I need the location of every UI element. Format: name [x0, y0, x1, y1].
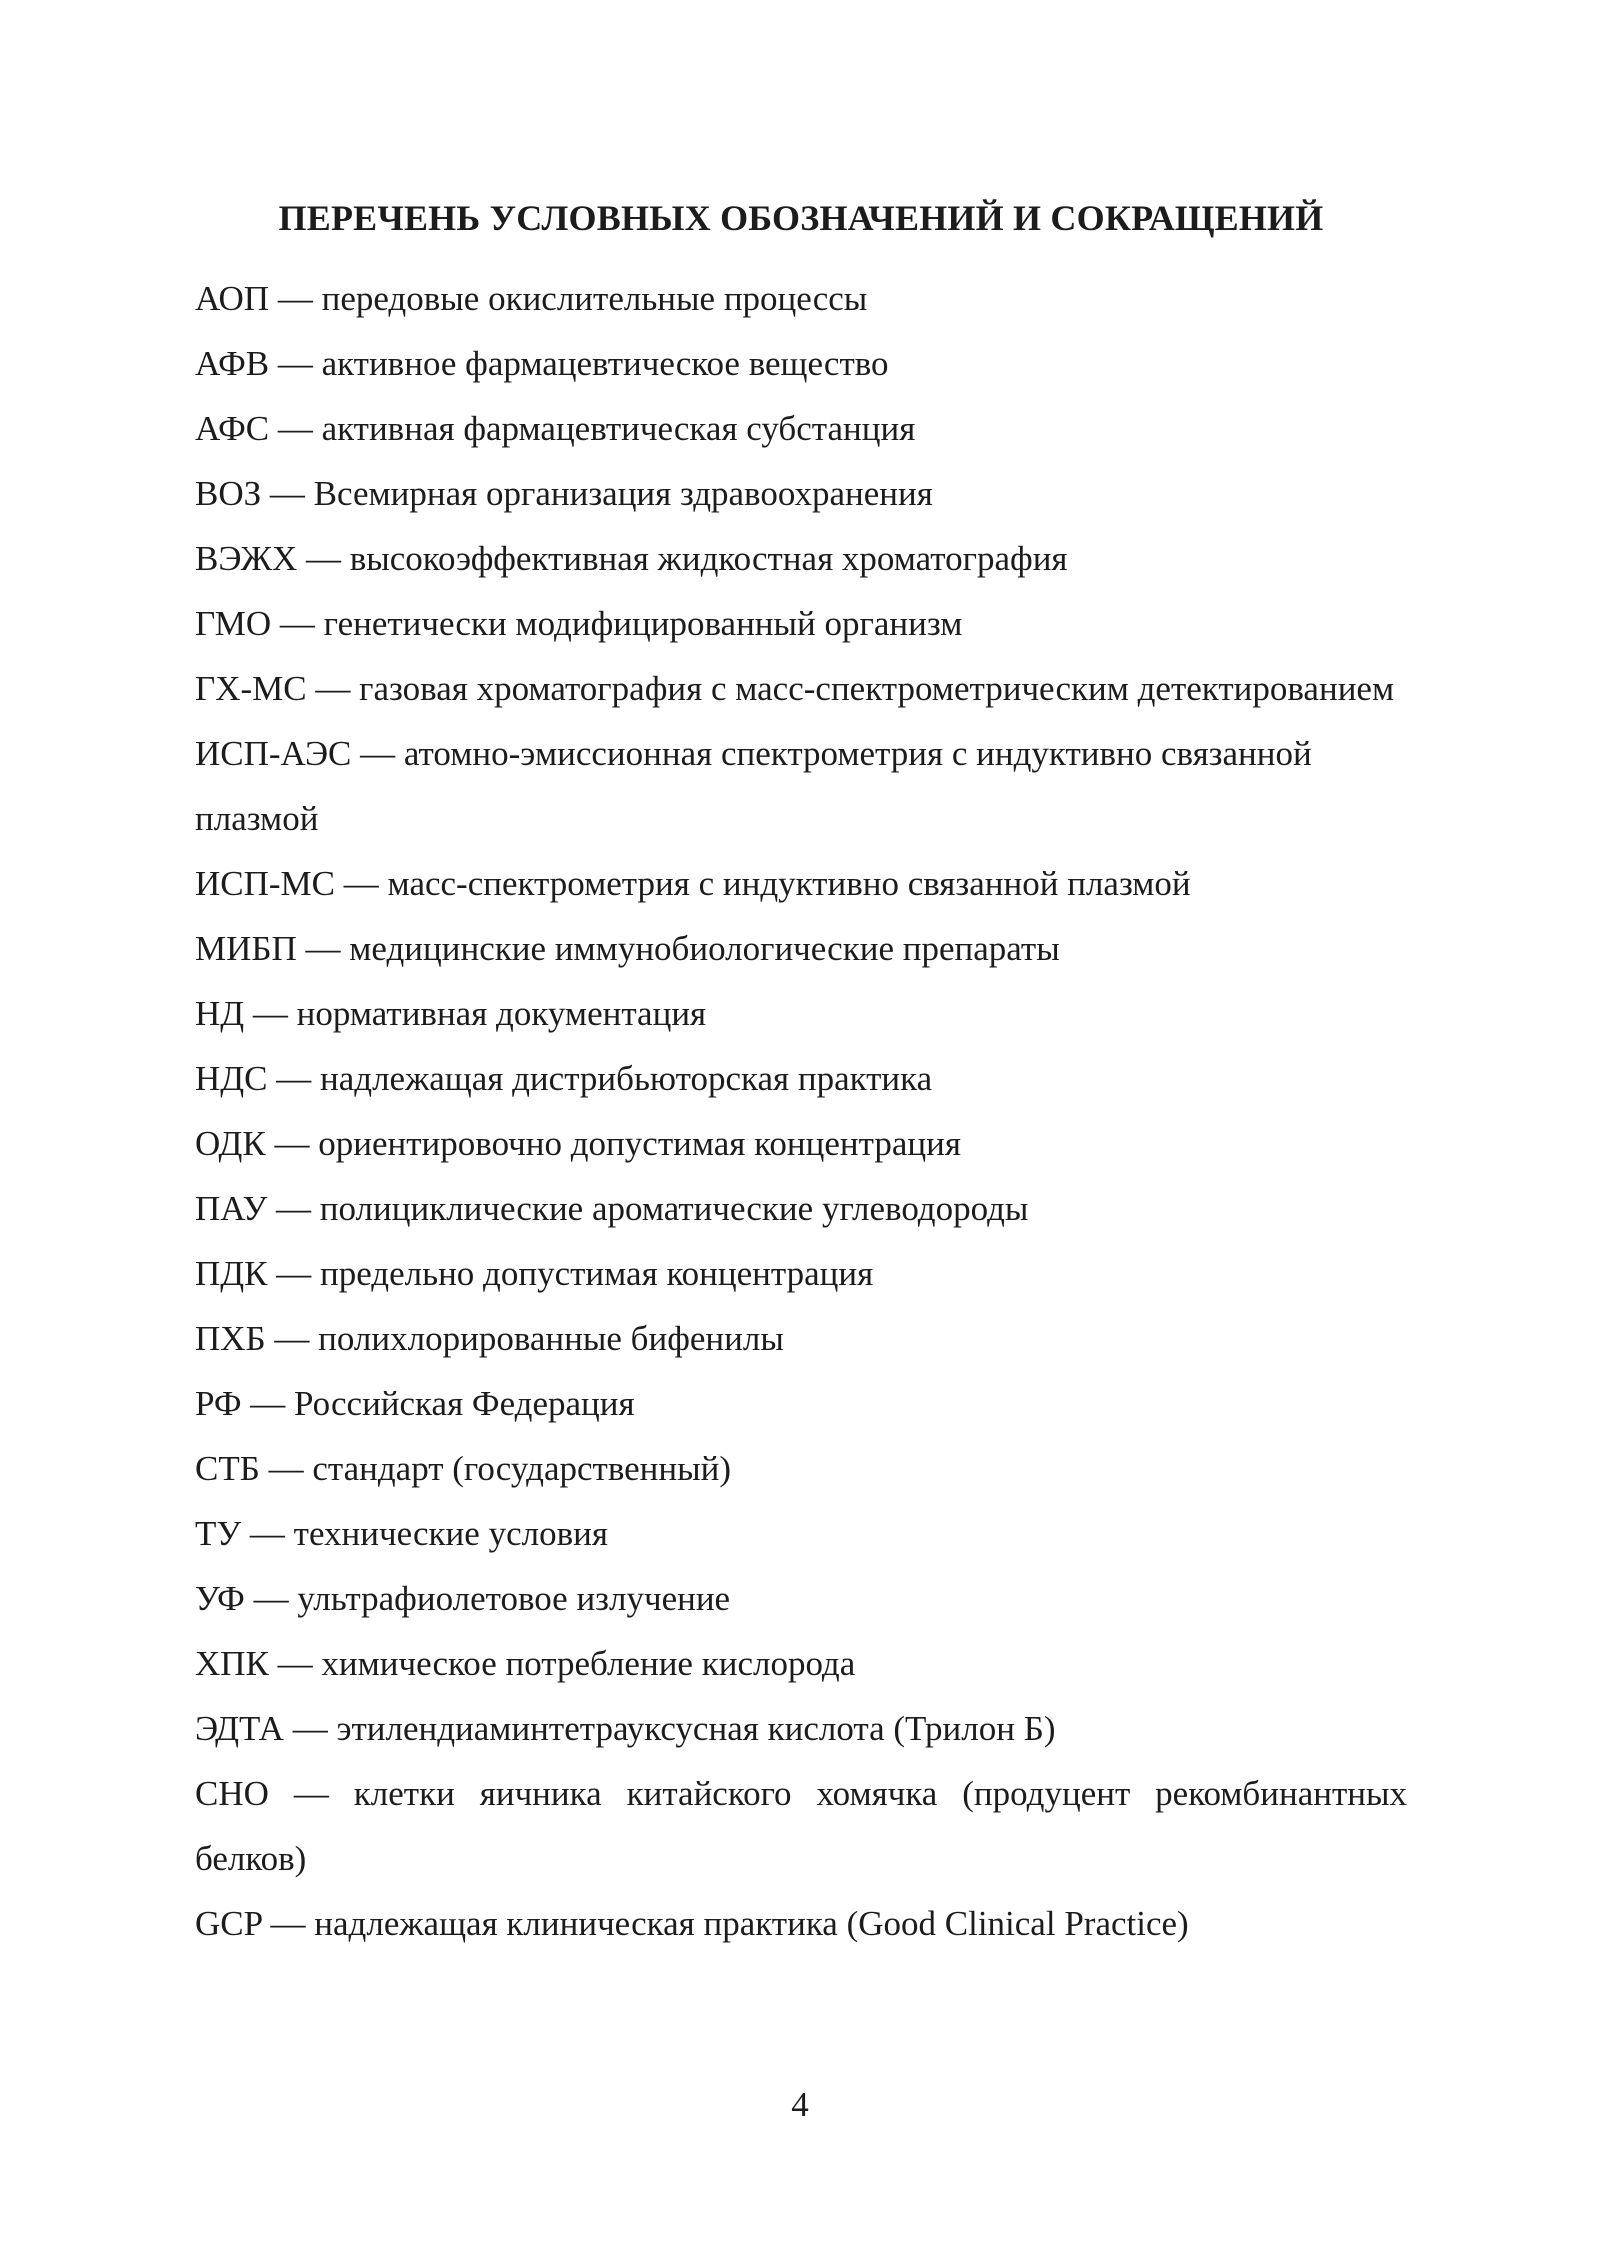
abbreviation-separator: — — [277, 1644, 313, 1683]
abbreviation-definition: высокоэффективная жидкостная хроматография — [349, 539, 1068, 578]
abbreviation-separator: — — [274, 1124, 310, 1163]
abbreviation-definition: ультрафиолетовое излучение — [297, 1579, 731, 1618]
abbreviation-separator: — — [253, 1579, 289, 1618]
abbreviation-separator: — — [250, 1384, 286, 1423]
abbreviation-entry — [195, 851, 1407, 916]
abbreviation-term: ХПК — [195, 1644, 269, 1683]
abbreviation-definition: предельно допустимая концентрация — [320, 1254, 874, 1293]
abbreviation-definition: ориентировочно допустимая концентрация — [318, 1124, 961, 1163]
abbreviation-entry — [195, 1176, 1407, 1241]
abbreviation-definition: передовые окислительные процессы — [321, 279, 868, 318]
abbreviation-definition: атомно-эмиссионная спектрометрия с индуктивно связанной плазмой — [195, 734, 1312, 838]
abbreviation-separator: — — [268, 1449, 304, 1488]
abbreviation-separator: — — [360, 734, 396, 773]
abbreviation-separator: — — [276, 1059, 312, 1098]
abbreviation-separator: — — [305, 929, 341, 968]
abbreviation-entry — [195, 721, 1407, 851]
abbreviation-term: CHO — [195, 1774, 269, 1813]
abbreviation-definition: надлежащая дистрибьюторская практика — [320, 1059, 933, 1098]
abbreviation-term: УФ — [195, 1579, 245, 1618]
abbreviation-term: НДС — [195, 1059, 268, 1098]
abbreviation-entry — [195, 1371, 1407, 1436]
abbreviation-term: СТБ — [195, 1449, 260, 1488]
abbreviation-term: АФВ — [195, 344, 270, 383]
abbreviation-term: АФС — [195, 409, 270, 448]
page-content — [195, 186, 1407, 1956]
abbreviation-term: ОДК — [195, 1124, 266, 1163]
abbreviation-definition: генетически модифицированный организм — [323, 604, 963, 643]
abbreviation-definition: газовая хроматография с масс-спектрометрическим детектированием — [359, 669, 1395, 708]
abbreviation-separator: — — [276, 1189, 312, 1228]
abbreviation-term: ТУ — [195, 1514, 242, 1553]
abbreviation-entry — [195, 526, 1407, 591]
abbreviation-definition: медицинские иммунобиологические препараты — [349, 929, 1060, 968]
abbreviation-definition: активное фармацевтическое вещество — [321, 344, 889, 383]
abbreviation-definition: надлежащая клиническая практика (Good Clinical Practice) — [314, 1904, 1189, 1943]
abbreviation-entry — [195, 1566, 1407, 1631]
abbreviation-definition: стандарт (государственный) — [312, 1449, 732, 1488]
abbreviation-entry — [195, 396, 1407, 461]
abbreviation-separator: — — [249, 1514, 285, 1553]
abbreviation-separator: — — [315, 669, 351, 708]
abbreviation-entry — [195, 1696, 1407, 1761]
abbreviation-term: ПДК — [195, 1254, 268, 1293]
abbreviation-separator: — — [277, 344, 313, 383]
abbreviation-entry — [195, 916, 1407, 981]
abbreviation-definition: полициклические ароматические углеводороды — [319, 1189, 1029, 1228]
abbreviation-entry — [195, 331, 1407, 396]
abbreviation-term: ВОЗ — [195, 474, 262, 513]
abbreviation-separator: — — [293, 1774, 329, 1813]
abbreviation-term: ПХБ — [195, 1319, 266, 1358]
abbreviation-entry — [195, 656, 1407, 721]
abbreviation-term: ИСП-АЭС — [195, 734, 352, 773]
abbreviation-definition: Российская Федерация — [294, 1384, 635, 1423]
page-title: ПЕРЕЧЕНЬ УСЛОВНЫХ ОБОЗНАЧЕНИЙ И СОКРАЩЕНИЙ — [278, 198, 1324, 238]
abbreviation-separator: — — [292, 1709, 328, 1748]
abbreviation-entry — [195, 1306, 1407, 1371]
abbreviation-separator: — — [252, 994, 288, 1033]
abbreviation-entry — [195, 1761, 1407, 1891]
abbreviation-entry — [195, 266, 1407, 331]
abbreviation-entry — [195, 981, 1407, 1046]
abbreviation-definition: этилендиаминтетрауксусная кислота (Трилон Б) — [336, 1709, 1056, 1748]
abbreviation-term: ИСП-МС — [195, 864, 336, 903]
abbreviation-definition: масс-спектрометрия с индуктивно связанной плазмой — [387, 864, 1191, 903]
abbreviation-term: ЭДТА — [195, 1709, 284, 1748]
abbreviation-term: ВЭЖХ — [195, 539, 298, 578]
abbreviation-entry — [195, 1111, 1407, 1176]
abbreviation-entry — [195, 591, 1407, 656]
abbreviation-entry — [195, 461, 1407, 526]
abbreviation-definition: химическое потребление кислорода — [321, 1644, 856, 1683]
abbreviation-term: НД — [195, 994, 245, 1033]
abbreviation-definition: Всемирная организация здравоохранения — [313, 474, 933, 513]
abbreviation-separator: — — [305, 539, 341, 578]
abbreviation-separator: — — [277, 409, 313, 448]
abbreviation-separator: — — [276, 1254, 312, 1293]
abbreviation-separator: — — [343, 864, 379, 903]
abbreviation-entry — [195, 1046, 1407, 1111]
abbreviation-entry — [195, 1241, 1407, 1306]
page-number: 4 — [791, 2085, 809, 2124]
abbreviation-separator: — — [277, 279, 313, 318]
abbreviation-definition: нормативная документация — [296, 994, 707, 1033]
abbreviation-definition: активная фармацевтическая субстанция — [321, 409, 916, 448]
abbreviation-entry — [195, 1436, 1407, 1501]
abbreviation-term: ГХ-МС — [195, 669, 307, 708]
abbreviation-definition: полихлорированные бифенилы — [318, 1319, 784, 1358]
abbreviation-term: GCP — [195, 1904, 262, 1943]
abbreviation-separator: — — [269, 474, 305, 513]
abbreviation-term: ПАУ — [195, 1189, 268, 1228]
abbreviation-entry — [195, 1501, 1407, 1566]
abbreviation-term: МИБП — [195, 929, 297, 968]
abbreviation-list — [195, 266, 1407, 1956]
abbreviation-separator: — — [274, 1319, 310, 1358]
abbreviation-term: АОП — [195, 279, 270, 318]
abbreviation-term: РФ — [195, 1384, 242, 1423]
abbreviation-separator: — — [279, 604, 315, 643]
abbreviation-definition: клетки яичника китайского хомячка (продуцент рекомбинантных белков) — [195, 1774, 1408, 1878]
abbreviation-entry — [195, 1631, 1407, 1696]
abbreviation-definition: технические условия — [293, 1514, 608, 1553]
abbreviation-term: ГМО — [195, 604, 272, 643]
abbreviation-separator: — — [270, 1904, 306, 1943]
abbreviation-entry — [195, 1891, 1407, 1956]
